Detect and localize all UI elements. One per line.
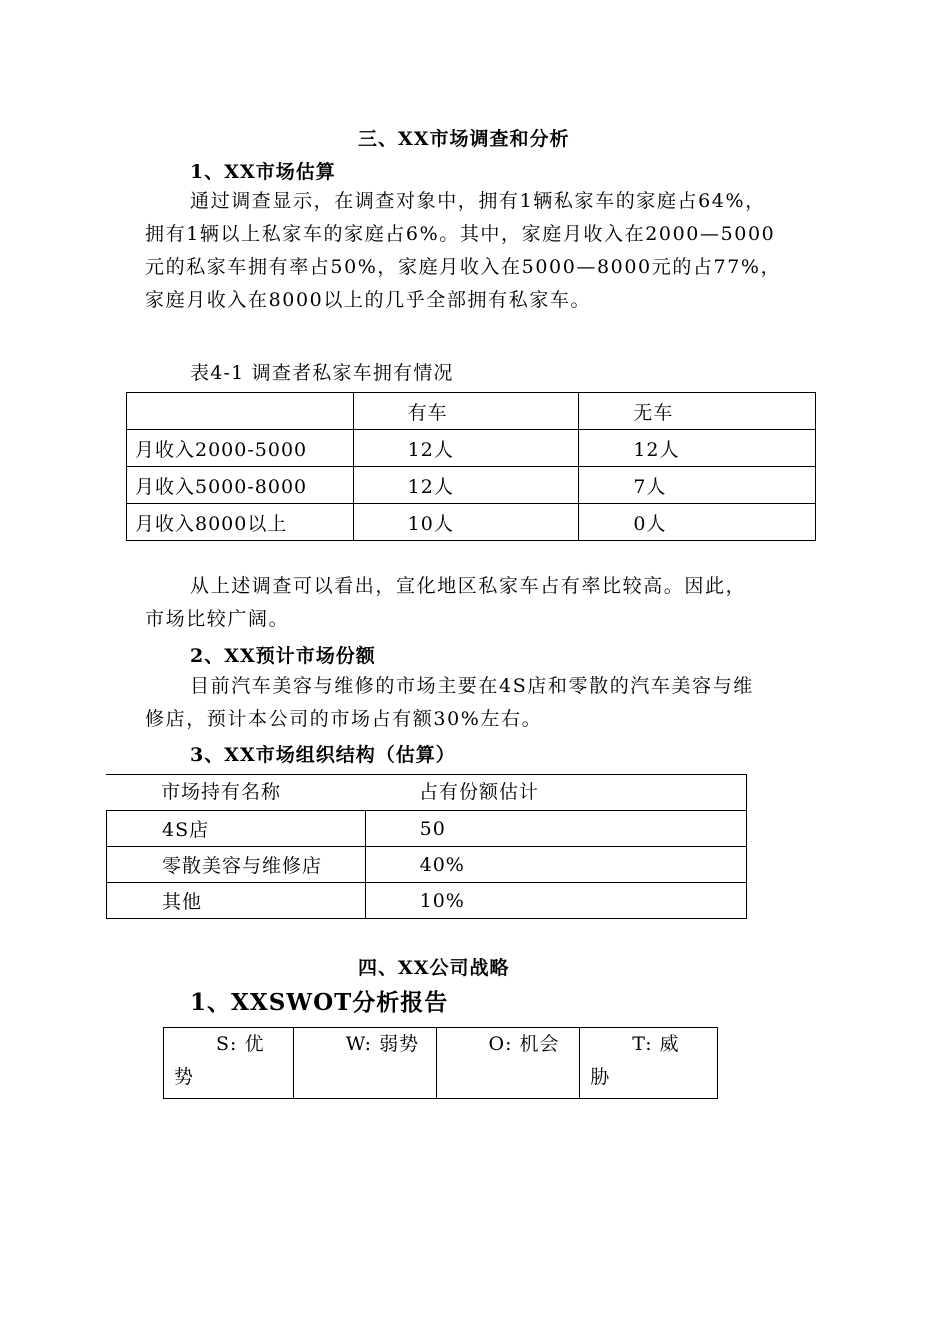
section-4-title: 四、XX公司战略 <box>358 957 510 979</box>
table-cell: 12人 <box>353 430 579 467</box>
table-cell: 零散美容与维修店 <box>107 847 366 883</box>
section-3-title: 三、XX市场调查和分析 <box>358 128 570 150</box>
table-row <box>127 430 816 467</box>
table-cell: 40% <box>365 847 746 883</box>
table-row <box>107 883 747 919</box>
table-cell: 0人 <box>579 504 816 541</box>
table-caption: 表4-1 调查者私家车拥有情况 <box>190 362 454 384</box>
table-cell: 7人 <box>579 467 816 504</box>
paragraph-line: 修店，预计本公司的市场占有额30%左右。 <box>145 708 543 730</box>
table-cell: 4S店 <box>107 811 366 847</box>
car-ownership-table <box>126 392 816 541</box>
swot-title: 1、XXSWOT分析报告 <box>190 989 449 1016</box>
paragraph-line: 通过调查显示，在调查对象中，拥有1辆私家车的家庭占64%， <box>190 190 766 212</box>
swot-table <box>163 1027 718 1099</box>
table-header-cell: 有车 <box>353 393 579 430</box>
table-cell: 月收入8000以上 <box>127 504 354 541</box>
swot-weaknesses-cell: W: 弱势 <box>293 1028 436 1099</box>
table-row <box>127 504 816 541</box>
table-cell: 10人 <box>353 504 579 541</box>
table-cell: 月收入2000-5000 <box>127 430 354 467</box>
market-structure-table <box>106 810 747 919</box>
table-row <box>127 467 816 504</box>
conclusion-line: 从上述调查可以看出，宣化地区私家车占有率比较高。因此， <box>190 575 747 597</box>
swot-strengths-cell: S: 优 势 <box>164 1028 294 1099</box>
table-row <box>107 811 747 847</box>
swot-opportunities-cell: O: 机会 <box>436 1028 580 1099</box>
table-cell: 12人 <box>353 467 579 504</box>
paragraph-line: 家庭月收入在8000以上的几乎全部拥有私家车。 <box>145 289 592 311</box>
paragraph-line: 元的私家车拥有率占50%，家庭月收入在5000—8000元的占77%， <box>145 256 782 278</box>
table-cell: 10% <box>365 883 746 919</box>
table-header-row <box>127 393 816 430</box>
table-row <box>107 847 747 883</box>
table-cell: 12人 <box>579 430 816 467</box>
table-header-cell: 市场持有名称 <box>161 781 282 803</box>
conclusion-line: 市场比较广阔。 <box>145 608 290 630</box>
paragraph-line: 目前汽车美容与维修的市场主要在4S店和零散的汽车美容与维 <box>190 675 754 697</box>
market-structure-header-row <box>106 774 747 811</box>
subsection-2-title: 2、XX预计市场份额 <box>190 645 376 667</box>
table-cell: 其他 <box>107 883 366 919</box>
table-cell: 50 <box>365 811 746 847</box>
table-header-cell: 无车 <box>579 393 816 430</box>
paragraph-line: 拥有1辆以上私家车的家庭占6%。其中，家庭月收入在2000—5000 <box>145 223 776 245</box>
table-cell: 月收入5000-8000 <box>127 467 354 504</box>
table-header-cell: 占有份额估计 <box>419 781 540 803</box>
swot-threats-cell: T: 威 胁 <box>580 1028 718 1099</box>
subsection-3-title: 3、XX市场组织结构（估算） <box>190 744 456 766</box>
subsection-1-title: 1、XX市场估算 <box>190 161 336 183</box>
swot-row <box>164 1028 718 1099</box>
table-header-cell <box>127 393 354 430</box>
